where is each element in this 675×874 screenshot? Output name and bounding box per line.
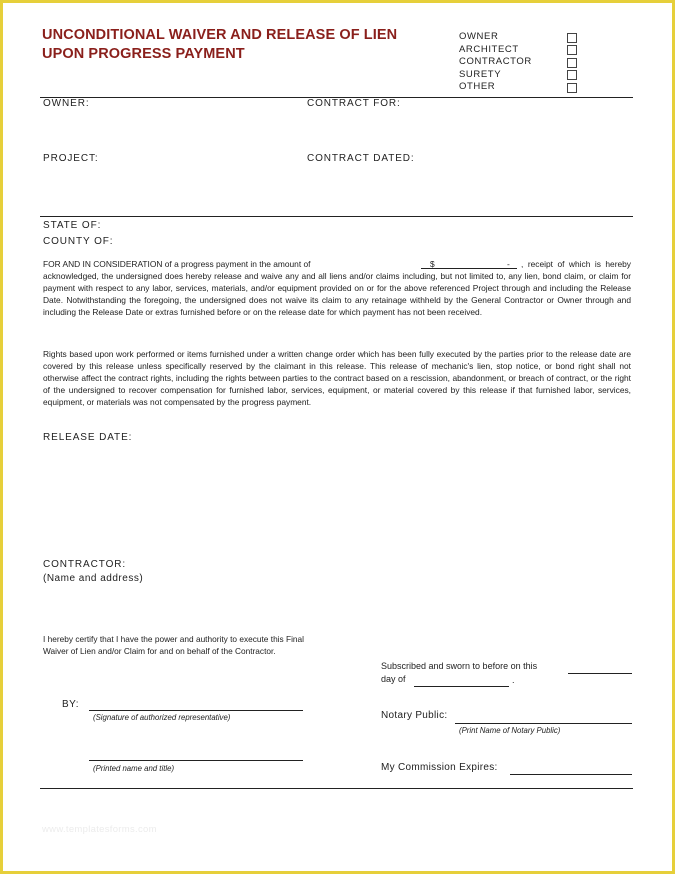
day-of-label: day of (381, 674, 406, 684)
printed-name-caption: (Printed name and title) (93, 764, 175, 773)
signature-line[interactable] (89, 710, 303, 711)
notary-caption: (Print Name of Notary Public) (459, 726, 561, 735)
check-label: OWNER (459, 31, 499, 42)
checkbox-architect[interactable] (567, 45, 577, 55)
project-field[interactable]: PROJECT: (43, 153, 99, 164)
check-label: CONTRACTOR (459, 56, 532, 68)
check-label: ARCHITECT (459, 43, 519, 55)
county-of-field[interactable]: COUNTY OF: (43, 236, 114, 247)
amount-dash: - (507, 259, 510, 269)
month-line[interactable] (414, 686, 509, 687)
day-line[interactable] (568, 673, 632, 674)
signature-caption: (Signature of authorized representative) (93, 713, 231, 722)
contract-dated-field[interactable]: CONTRACT DATED: (307, 153, 415, 164)
release-date-field[interactable]: RELEASE DATE: (43, 432, 133, 443)
checkbox-surety[interactable] (567, 70, 577, 80)
check-label: SURETY (459, 68, 502, 80)
consideration-tail: , receipt of which is hereby (521, 259, 631, 269)
title-line-1: UNCONDITIONAL WAIVER AND RELEASE OF LIEN (42, 27, 398, 43)
state-of-field[interactable]: STATE OF: (43, 220, 102, 231)
contract-for-field[interactable]: CONTRACT FOR: (307, 98, 401, 109)
consideration-body: acknowledged, the undersigned does hereby release and waive any and all liens and/or claims including, but not limited to, any lien, bond claim, or claim for payment with respect to any labor, services, materials, and/or equipment provided on or for the above referenced Project through and including the Release Date. Notwithstanding the foregoing, the undersigned does not waive its claim to any retainage withheld by the General Contractor or Owner through and including the Release Date or extras furnished before or on the release date for which payment has not been received. (43, 271, 631, 318)
watermark: www.templatesforms.com (42, 824, 157, 835)
commission-line[interactable] (510, 774, 632, 775)
day-of-period: . (512, 675, 515, 685)
consideration-lead: FOR AND IN CONSIDERATION of a progress payment in the amount of (43, 259, 311, 269)
check-label: OTHER (459, 81, 496, 93)
rights-paragraph: Rights based upon work performed or items furnished under a written change order which has been fully executed by the parties prior to the release date are covered by this release unless specifically reserved by the claimant in this release. This release of mechanic's lien, stop notice, or bond right shall not otherwise affect the contract rights, including the rights between parties to the contract based on a rescission, abandonment, or breach of contract, or the right of the undersigned to recover compensation for furnished labor, services, equipment, or material covered by this release if that furnished labor, services, equipment, or materials was not compensated by the progress payment. (43, 349, 631, 408)
checkbox-other[interactable] (567, 83, 577, 93)
certification-text: I hereby certify that I have the power and authority to execute this Final Waiver of Lien and/or Claim for and on behalf of the Contractor. (43, 634, 304, 656)
checkbox-contractor[interactable] (567, 58, 577, 68)
title-line-2: UPON PROGRESS PAYMENT (42, 46, 245, 62)
contractor-name-address: (Name and address) (43, 573, 144, 584)
consideration-paragraph (43, 258, 631, 318)
footer-divider (40, 788, 633, 789)
notary-line[interactable] (455, 723, 632, 724)
commission-expires-label: My Commission Expires: (381, 762, 498, 773)
printed-name-line[interactable] (89, 760, 303, 761)
contractor-field[interactable]: CONTRACTOR: (43, 559, 127, 570)
amount-field[interactable] (421, 258, 517, 269)
notary-public-label: Notary Public: (381, 710, 448, 721)
subscribed-text: Subscribed and sworn to before on this (381, 661, 538, 671)
document-title (42, 26, 397, 64)
dollar-sign: $ (430, 259, 435, 269)
by-label: BY: (62, 699, 80, 710)
checkbox-owner[interactable] (567, 33, 577, 43)
owner-field[interactable]: OWNER: (43, 98, 90, 109)
section-divider (40, 216, 633, 217)
